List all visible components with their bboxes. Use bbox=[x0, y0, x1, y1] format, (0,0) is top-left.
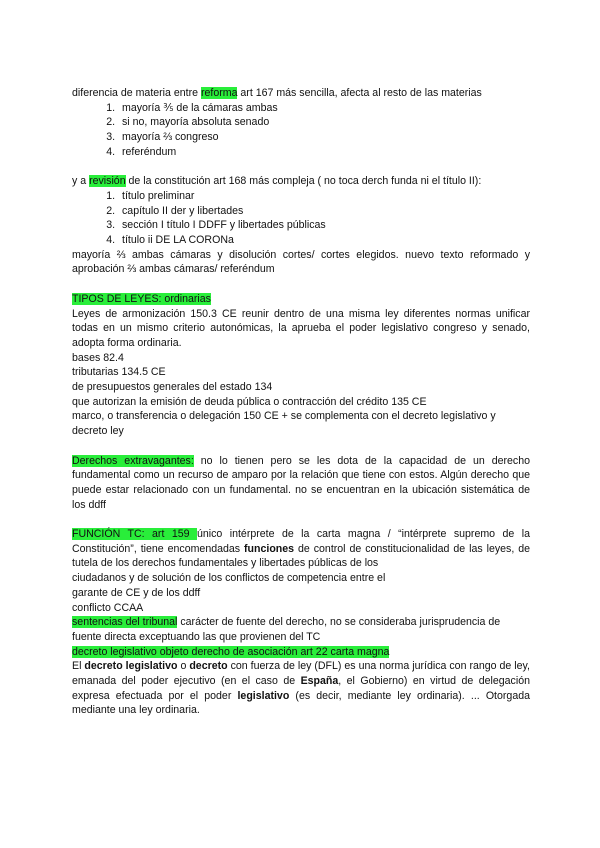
funcion-paragraph bbox=[72, 527, 530, 571]
revision-pre: y a bbox=[72, 175, 90, 188]
leyes-line: tributarias 134.5 CE bbox=[72, 366, 166, 379]
decreto-bold-3: España bbox=[300, 675, 339, 688]
funcion-highlight: FUNCIÓN TC: art 159 bbox=[72, 528, 197, 541]
decreto-bold-2: decreto bbox=[189, 660, 228, 673]
revision-highlight: revisión bbox=[89, 175, 126, 188]
reforma-pre: diferencia de materia entre bbox=[72, 87, 201, 99]
list-item: 3. mayoría ⅔ congreso bbox=[118, 130, 530, 145]
document-page bbox=[72, 86, 530, 718]
spacer bbox=[72, 512, 530, 527]
list-item: 2. si no, mayoría absoluta senado bbox=[118, 115, 530, 130]
list-item: 2. capítulo II der y libertades bbox=[118, 204, 530, 219]
revision-after: mayoría ⅔ ambas cámaras y disolución cortes/ cortes elegidos. nuevo texto reformado y aprobación ⅔ ambas cámaras/ referéndum bbox=[72, 248, 530, 276]
leyes-line: que autorizan la emisión de deuda pública o contracción del crédito 135 CE bbox=[72, 395, 427, 408]
decreto-text-a: El bbox=[72, 660, 85, 673]
funcion-line: conflicto CCAA bbox=[72, 601, 144, 614]
spacer bbox=[72, 160, 530, 175]
leyes-line: de presupuestos generales del estado 134 bbox=[72, 381, 273, 394]
leyes-heading-highlight: TIPOS DE LEYES: ordinarias bbox=[72, 292, 211, 305]
funcion-text-2: de control de constitucionalidad de las leyes, de tutela de los derechos fundamentales y libertades públicas de los bbox=[72, 542, 530, 570]
decreto-paragraph bbox=[72, 659, 530, 718]
list-item: 4. referéndum bbox=[118, 145, 530, 160]
leyes-line: bases 82.4 bbox=[72, 351, 124, 364]
spacer bbox=[72, 277, 530, 292]
sentencias-paragraph bbox=[72, 615, 530, 644]
funcion-bold: funciones bbox=[244, 542, 295, 555]
decreto-bold-1: decreto legislativo bbox=[84, 660, 178, 673]
reforma-list bbox=[72, 101, 530, 160]
derechos-highlight: Derechos extravagantes: bbox=[72, 454, 194, 467]
decreto-heading bbox=[72, 645, 530, 660]
decreto-heading-highlight: decreto legislativo objeto derecho de asociación art 22 carta magna bbox=[72, 645, 390, 658]
reforma-post: art 167 más sencilla, afecta al resto de las materias bbox=[237, 87, 482, 99]
decreto-bold-4: legislativo bbox=[237, 689, 290, 702]
decreto-text-e: , el Gobierno) en virtud de delegación expresa efectuada por el poder bbox=[72, 675, 530, 702]
leyes-line: marco, o transferencia o delegación 150 CE + se complementa con el decreto legislativo y decreto ley bbox=[72, 410, 496, 438]
spacer bbox=[72, 439, 530, 454]
revision-post: de la constitución art 168 más compleja ( no toca derch funda ni el título II): bbox=[125, 175, 482, 188]
reforma-paragraph bbox=[72, 86, 530, 101]
decreto-text-f: (es decir, mediante ley ordinaria). ... Otorgada mediante una ley ordinaria. bbox=[72, 689, 530, 717]
funcion-text-1: único intérprete de la carta magna / “intérprete supremo de la Constitución”, tiene encomendadas bbox=[72, 528, 530, 555]
funcion-line: garante de CE y de los ddff bbox=[72, 586, 201, 599]
revision-list bbox=[72, 189, 530, 248]
decreto-text-d: con fuerza de ley (DFL) es una norma jurídica con rango de ley, emanada del poder ejecutivo (en el caso de bbox=[72, 660, 530, 688]
list-item: 3. sección I título I DDFF y libertades públicas bbox=[118, 218, 530, 233]
decreto-text-c: o bbox=[177, 660, 190, 673]
funcion-line: ciudadanos y de solución de los conflictos de competencia entre el bbox=[72, 572, 386, 585]
leyes-heading bbox=[72, 292, 530, 307]
derechos-paragraph bbox=[72, 454, 530, 513]
sentencias-highlight: sentencias del tribunal bbox=[72, 616, 178, 629]
list-item: 1. mayoría ⅗ de la cámaras ambas bbox=[118, 101, 530, 116]
armonizacion-paragraph: Leyes de armonización 150.3 CE reunir dentro de una misma ley diferentes normas unificar todas en un mismo criterio autonómicas, la aprueba el poder legislativo congreso y senado, adopta forma ordinaria. bbox=[72, 307, 530, 349]
list-item: 4. título ii DE LA CORONa bbox=[118, 233, 530, 248]
list-item: 1. título preliminar bbox=[118, 189, 530, 204]
reforma-highlight: reforma bbox=[200, 87, 238, 99]
sentencias-text: carácter de fuente del derecho, no se consideraba jurisprudencia de fuente directa exceptuando las que provienen del TC bbox=[72, 616, 501, 643]
derechos-text: no lo tienen pero se les dota de la capacidad de un derecho fundamental como un recurso de amparo por la relación que tiene con estos. Algún derecho que puede estar relacionado con un fundamental. no se encuentran en la ubicación sistemática de los ddff bbox=[72, 454, 530, 511]
revision-paragraph bbox=[72, 174, 530, 189]
